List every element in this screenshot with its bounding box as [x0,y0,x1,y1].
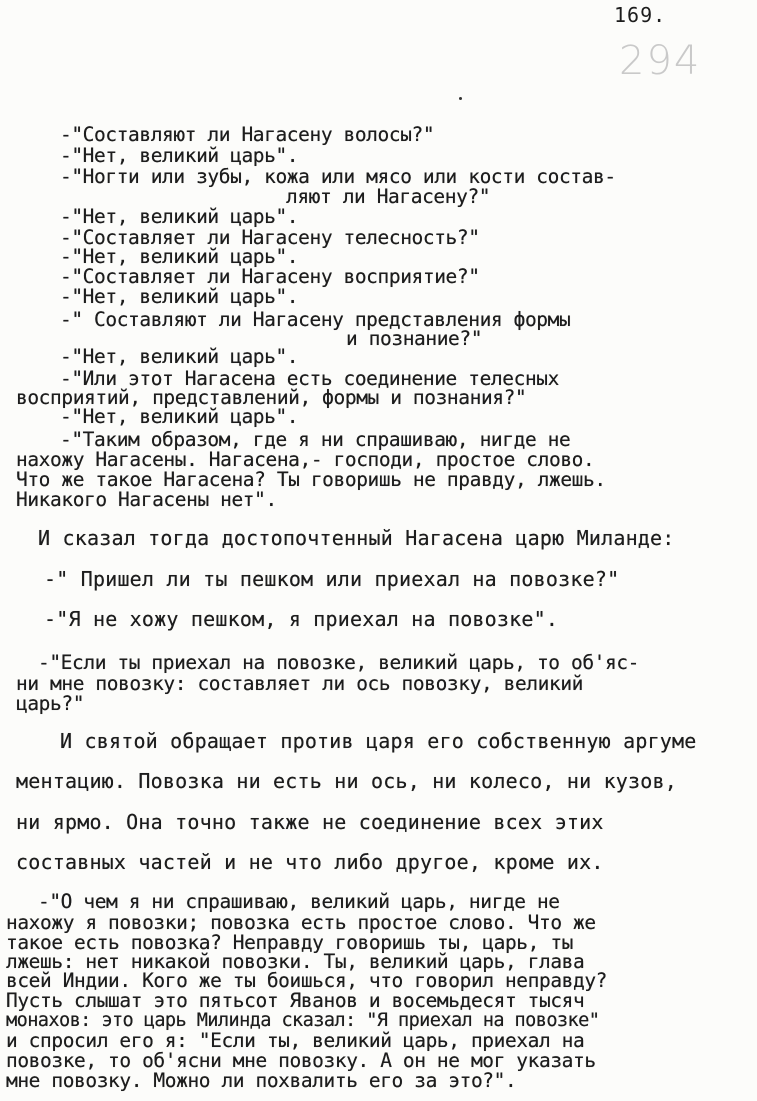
text-line: -" Пришел ли ты пешком или приехал на повозке?" [44,567,620,591]
text-line: И сказал тогда достопочтенный Нагасена царю Миланде: [38,526,675,550]
text-line: составных частей и не что либо другое, кроме их. [16,850,604,874]
text-line: всей Индии. Кого же ты боишься, что говорил неправду? [6,969,608,992]
text-line: -"Нет, великий царь". [60,405,299,428]
text-line: -"Если ты приехал на повозке, великий царь, то об'яс- [38,651,640,674]
text-line: -"Таким образом, где я ни спрашиваю, нигде не [60,428,571,451]
text-line: -"Нет, великий царь". [60,144,299,167]
text-line: -"Нет, великий царь". [60,245,299,268]
ink-speck [459,97,462,100]
text-line: -" Составляют ли Нагасену представления формы [60,308,571,331]
text-line: ни ярмо. Она точно также не соединение всех этих [16,810,604,834]
text-line: повозке, то об'ясни мне повозку. А он не мог указать [6,1049,596,1072]
text-line: нахожу Нагасены. Нагасена,- господи, простое слово. [16,448,595,471]
text-line: -"О чем я ни спрашиваю, великий царь, нигде не [38,890,560,913]
text-line: -"Составляют ли Нагасену волосы?" [60,123,435,146]
text-line: ляют ли Нагасену?" [286,185,491,208]
text-line: восприятий, представлений, формы и познания?" [16,386,527,409]
text-line: И святой обращает против царя его собственную аргуме [60,729,697,753]
text-line: мне повозку. Можно ли похвалить его за это?". [6,1069,517,1092]
text-line: монахов: это царь Милинда сказал: "Я приехал на повозке" [6,1010,600,1031]
text-line: Никакого Нагасены нет". [16,488,277,511]
text-line: нахожу я повозки; повозка есть простое слово. Что же [6,911,596,934]
text-line: -"Нет, великий царь". [60,205,299,228]
text-line: царь?" [16,692,85,715]
text-line: Пусть слышат это пятьсот Яванов и восемьдесят тысяч [6,989,585,1012]
text-line: ментацию. Повозка ни есть ни ось, ни колесо, ни кузов, [16,769,678,793]
text-line: лжешь: нет никакой повозки. Ты, великий царь, глава [6,950,585,973]
text-line: -"Или этот Нагасена есть соединение телесных [60,367,559,390]
archive-pencil-number: 294 [619,38,702,84]
text-line: и спросил его я: "Если ты, великий царь, приехал на [6,1029,585,1052]
text-line: -"Составляет ли Нагасену восприятие?" [60,265,480,288]
page-number: 169. [614,3,667,27]
text-line: -"Нет, великий царь". [60,345,299,368]
text-line: и познание?" [346,327,483,350]
text-line: -"Нет, великий царь". [60,285,299,308]
text-line: такое есть повозка? Неправду говоришь ты, царь, ты [6,931,573,954]
text-line: ни мне повозку: составляет ли ось повозку, великий [16,672,583,695]
text-line: -"Составляет ли Нагасену телесность?" [60,226,480,249]
text-line: -"Ногти или зубы, кожа или мясо или кости состав- [60,165,616,188]
text-line: Что же такое Нагасена? Ты говоришь не правду, лжешь. [16,468,606,491]
text-line: -"Я не хожу пешком, я приехал на повозке". [44,607,559,631]
